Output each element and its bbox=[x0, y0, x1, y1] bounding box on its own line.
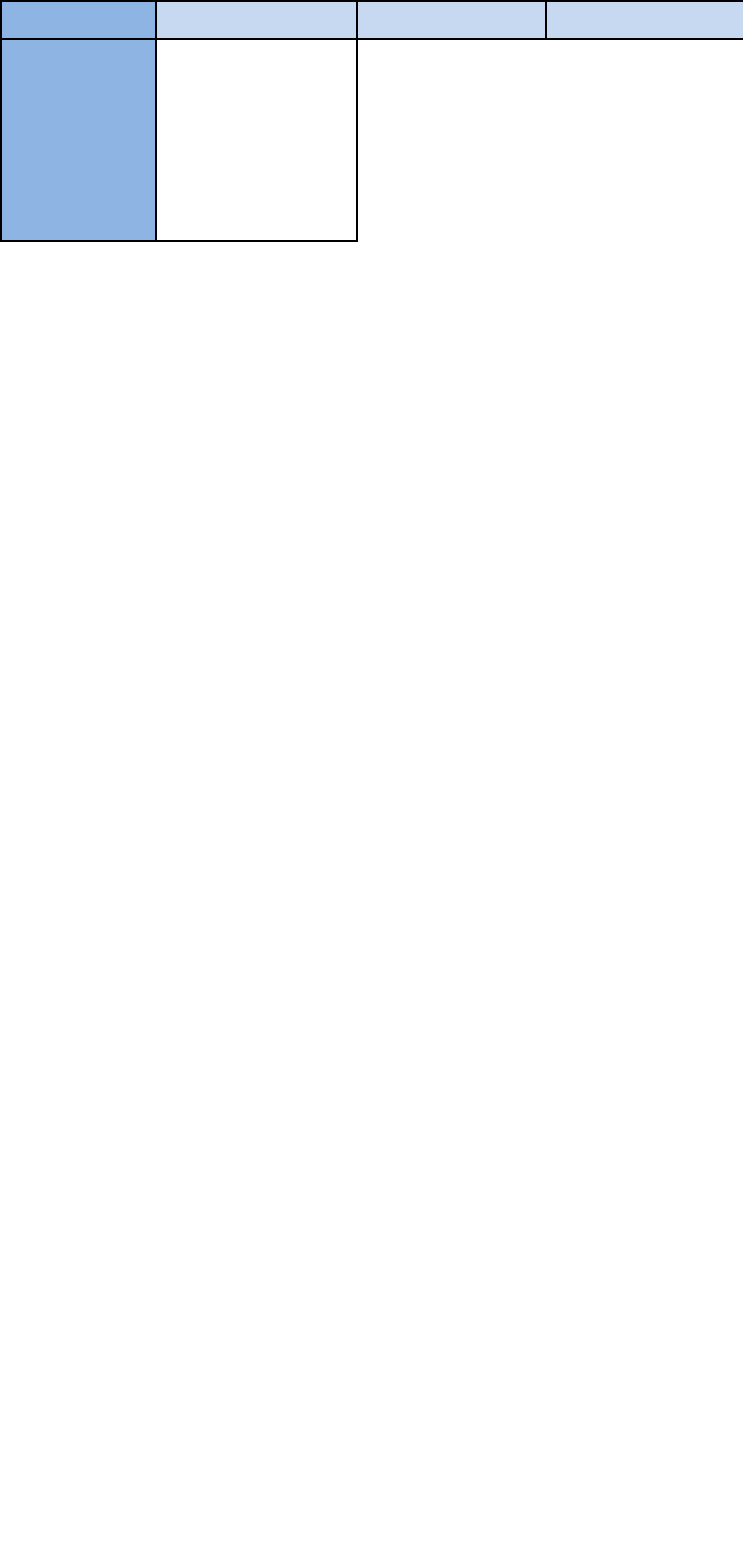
model-cell bbox=[546, 1, 743, 39]
sketch-label bbox=[1, 39, 156, 241]
sketch-cell bbox=[156, 39, 357, 241]
model-cell bbox=[156, 1, 357, 39]
model-cell bbox=[357, 1, 546, 39]
header-label bbox=[1, 1, 156, 39]
table-row bbox=[1, 1, 743, 39]
product-spec-table bbox=[0, 0, 743, 242]
table-row bbox=[1, 39, 743, 241]
